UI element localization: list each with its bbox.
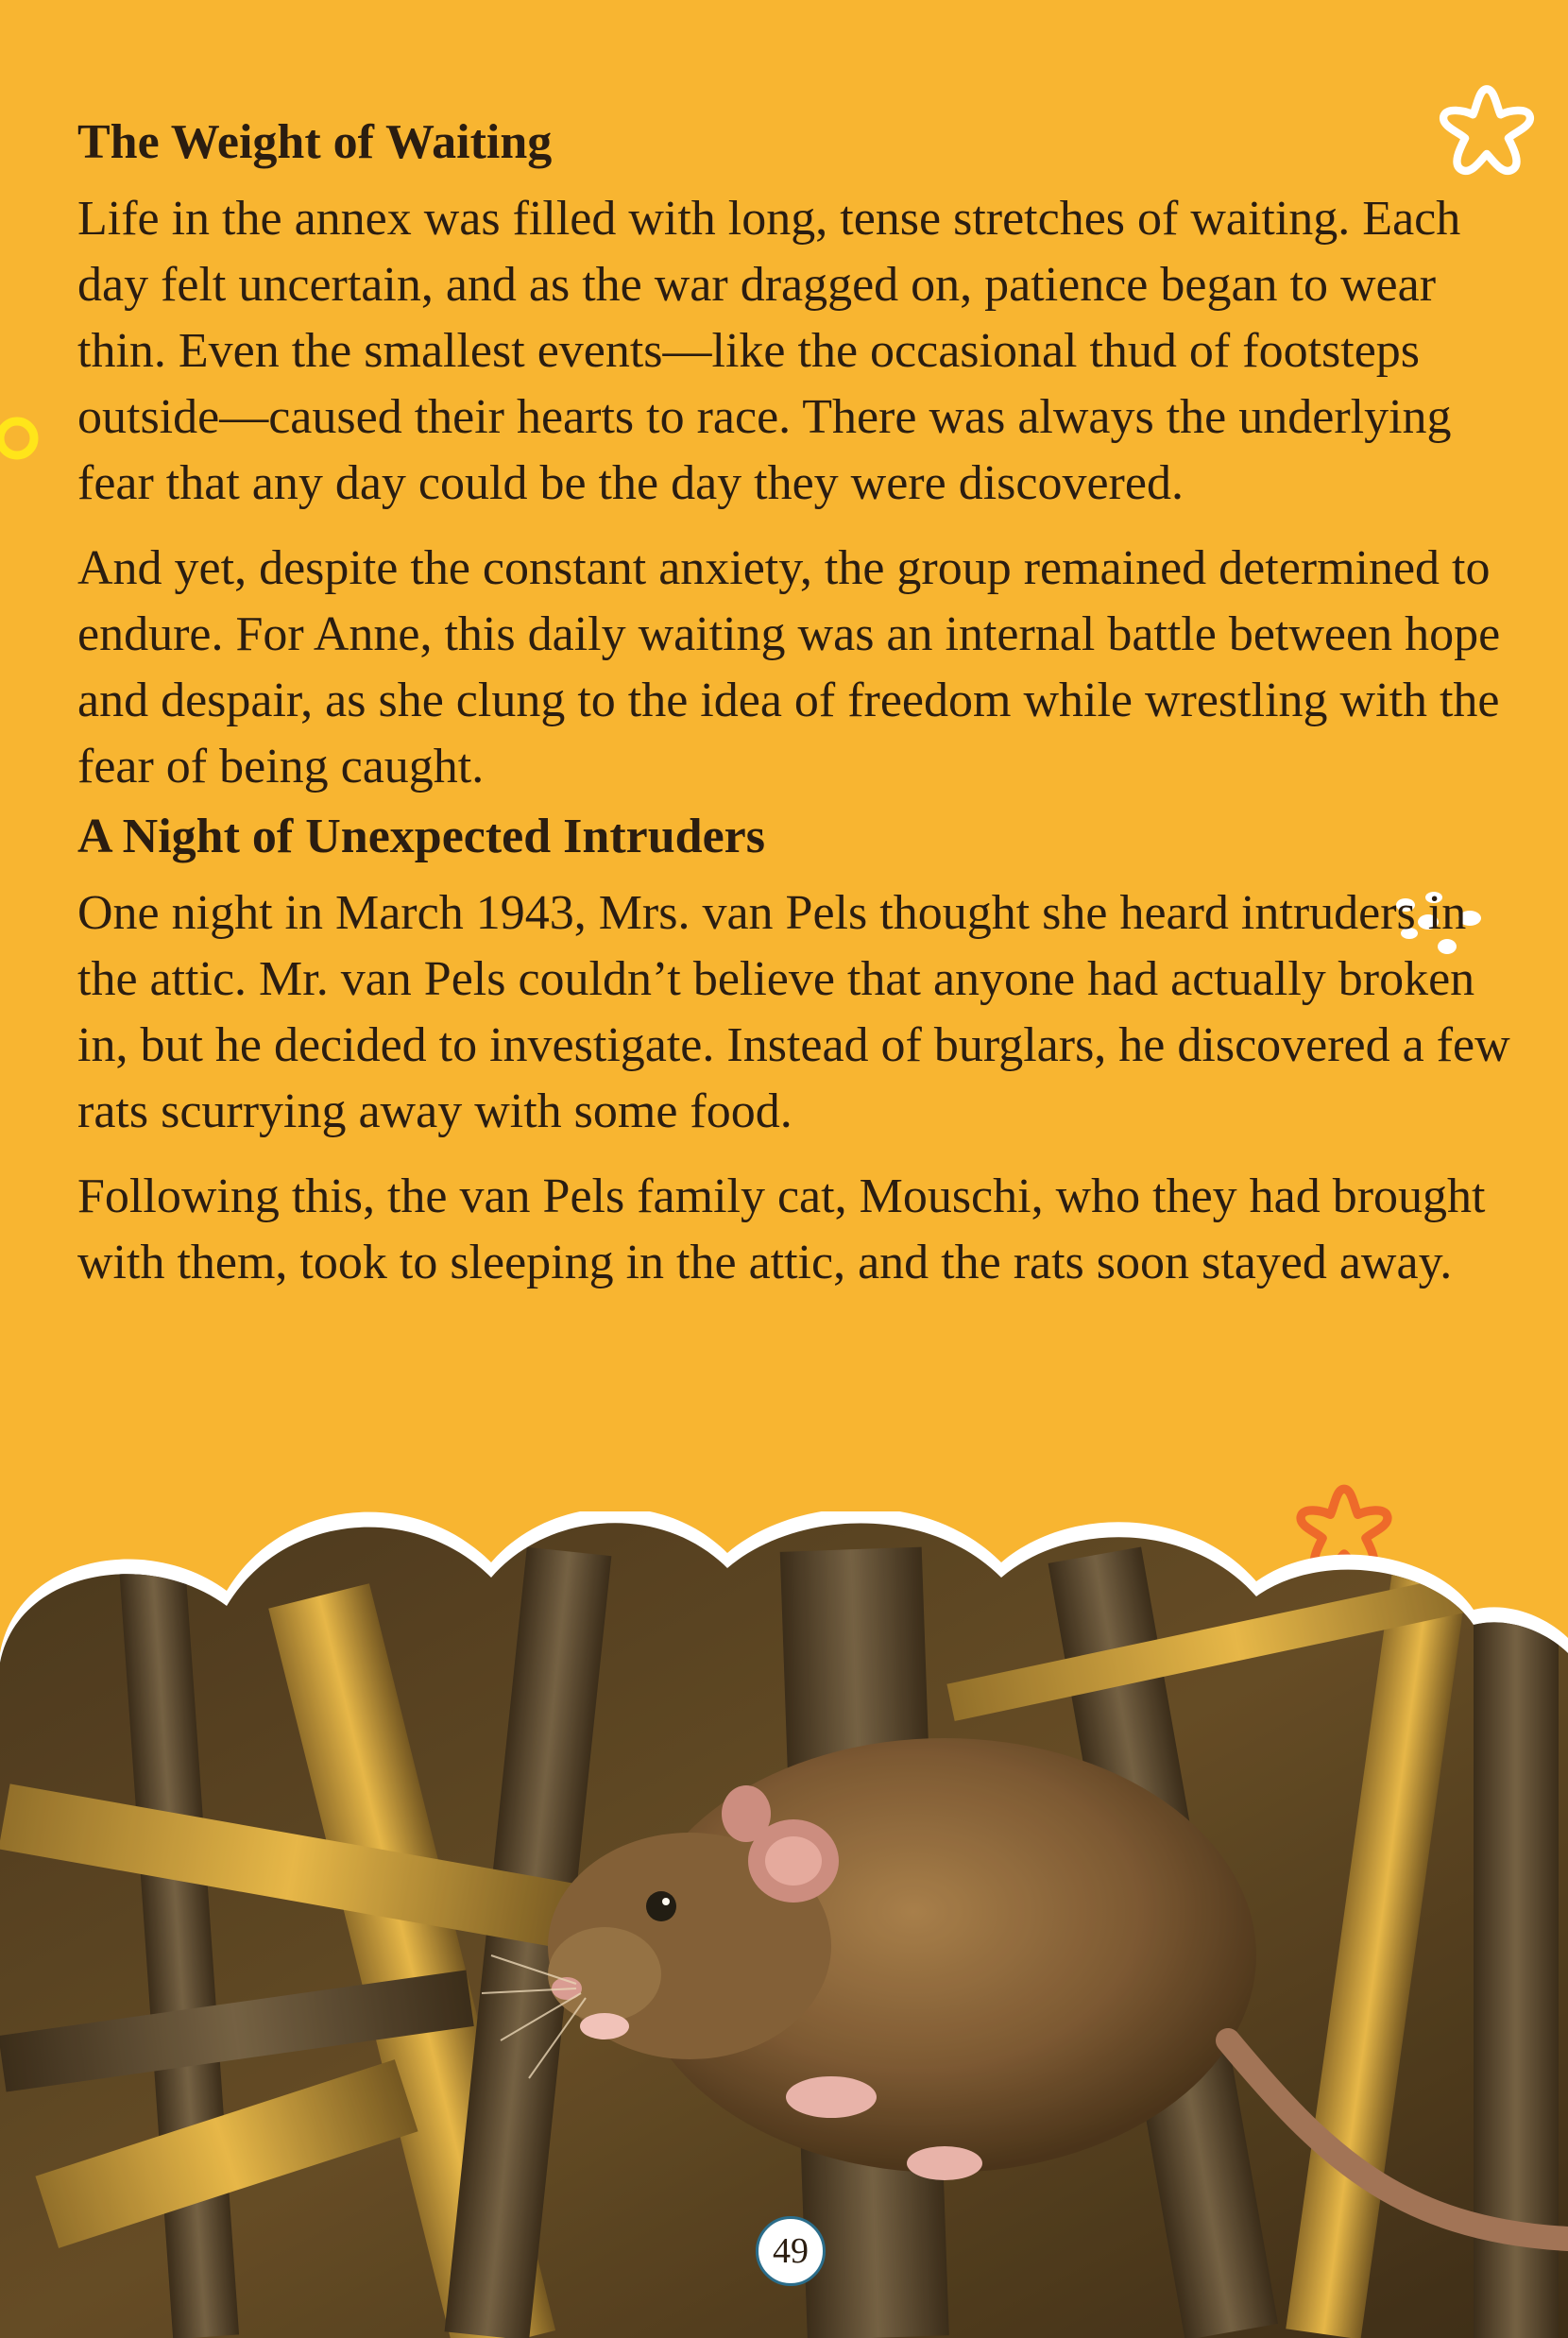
rat-photo [0,1511,1568,2338]
paragraph: Life in the annex was filled with long, tense stretches of waiting. Each day felt uncertain, and as the war dragged on, patience began to wear thin. Even the smallest events—like the occasional thud of footsteps outside—caused their hearts to race. There was always the underlying fear that any day could be the day they were discovered. [77,192,1461,510]
paragraph: Following this, the van Pels family cat, Mouschi, who they had brought with them, took to sleeping in the attic, and the rats soon stayed away. [77,1169,1486,1289]
section-heading-night-of-intruders: A Night of Unexpected Intruders [77,810,765,863]
paragraph: One night in March 1943, Mrs. van Pels thought she heard intruders in the attic. Mr. van Pels couldn’t believe that anyone had actually broken in, but he decided to investigate. Instead of burglars, he discovered a few rats scurrying away with some food. [77,886,1510,1138]
yellow-ring-icon [0,408,55,469]
paragraph: And yet, despite the constant anxiety, the group remained determined to endure. For Anne, this daily waiting was an internal battle between hope and despair, as she clung to the idea of freedom while wrestling with the fear of being caught. [77,541,1501,794]
article-text [77,111,1513,1315]
page-number: 49 [756,2216,826,2286]
section-heading-weight-of-waiting: The Weight of Waiting [77,115,553,169]
